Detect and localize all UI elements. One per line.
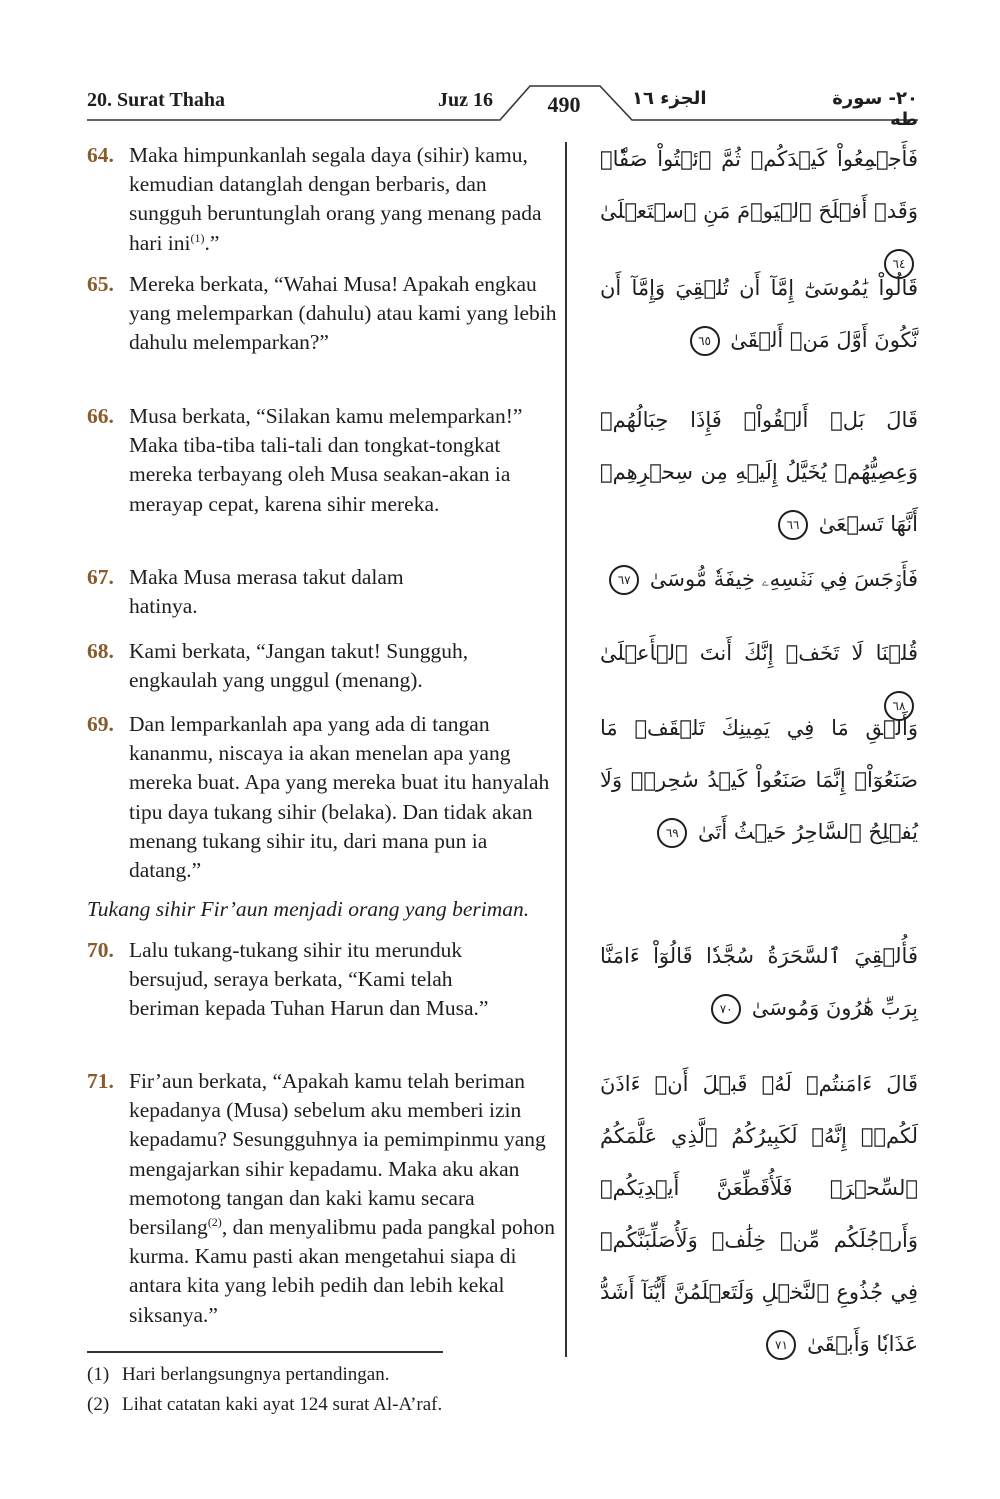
ayah-marker-icon: ٦٥	[690, 326, 720, 356]
arabic-verse-66	[600, 394, 918, 550]
verse-text: Dan lemparkanlah apa yang ada di tangan kananmu, niscaya ia akan menelan apa yang mereka buat. Apa yang mereka buat itu hanyalah tipu daya tukang sihir (belaka). Dan tidak akan menang tukang sihir itu, dari mana pun ia datang.”	[129, 712, 550, 883]
verse-text-body: Maka himpunkanlah segala daya (sihir) kamu, kemudian datanglah dengan berbaris, dan sungguh beruntunglah orang yang menang pada hari ini	[129, 143, 542, 255]
arabic-text: فَأَجۡمِعُواْ كَيۡدَكُمۡ ثُمَّ ٱئۡتُواْ صَفّٗاۚ وَقَدۡ أَفۡلَحَ ٱلۡيَوۡمَ مَنِ ٱسۡتَعۡلَىٰ	[600, 147, 918, 223]
verse-number: 66.	[87, 404, 114, 428]
footnote-number: (2)	[87, 1394, 110, 1415]
juz-label-latin: Juz 16	[438, 89, 493, 111]
ayah-marker-icon: ٦٦	[778, 510, 808, 540]
verse-translation-69	[87, 710, 559, 885]
surah-title-latin: 20. Surat Thaha	[87, 89, 226, 111]
verse-text: Lalu tukang-tukang sihir itu merunduk bersujud, seraya berkata, “Kami telah beriman kepada Tuhan Harun dan Musa.”	[129, 938, 489, 1021]
verse-number: 70.	[87, 938, 114, 962]
verse-text-end: .”	[204, 230, 220, 255]
arabic-verse-65	[600, 262, 918, 366]
verse-text: Mereka berkata, “Wahai Musa! Apakah engkau yang melemparkan (dahulu) atau kami yang lebih dahulu melemparkan?”	[129, 272, 557, 355]
verse-text: Musa berkata, “Silakan kamu melemparkan!” Maka tiba-tiba tali-tali dan tongkat-tongkat mereka terbayang oleh Musa seakan-akan ia merayap cepat, karena sihir mereka.	[129, 404, 523, 516]
verse-translation-67	[87, 563, 559, 621]
verse-number: 67.	[87, 565, 114, 589]
verse-translation-65	[87, 270, 559, 358]
ayah-marker-icon: ٦٤	[884, 249, 914, 279]
arabic-text: قَالَ ءَامَنتُمۡ لَهُۥ قَبۡلَ أَنۡ ءَاذَنَ لَكُمۡۖ إِنَّهُۥ لَكَبِيرُكُمُ ٱلَّذِي عَلَّمَكُمُ ٱلسِّحۡرَۖ فَلَأُقَطِّعَنَّ أَيۡدِيَكُمۡ وَأَرۡجُلَكُم مِّنۡ خِلَٰفٖ وَلَأُصَلِّبَنَّكُمۡ فِي جُذُوعِ ٱلنَّخۡلِ وَلَتَعۡلَمُنَّ أَيُّنَآ أَشَدُّ عَذَابٗا وَأَبۡقَىٰ	[600, 1072, 918, 1356]
verse-text: Maka Musa merasa takut dalam hatinya.	[129, 565, 404, 619]
footnote-number: (1)	[87, 1364, 110, 1385]
ayah-marker-icon: ٦٩	[657, 818, 687, 848]
footnote-2	[87, 1394, 442, 1416]
verse-text	[129, 141, 559, 258]
verse-translation-68	[87, 637, 559, 695]
footnote-1	[87, 1364, 390, 1386]
verse-number: 69.	[87, 712, 114, 736]
verse-number: 71.	[87, 1069, 114, 1093]
verse-translation-64	[87, 141, 559, 258]
ayah-marker-icon: ٧٠	[711, 994, 741, 1024]
arabic-text: قَالَ بَلۡ أَلۡقُواْۖ فَإِذَا حِبَالُهُمۡ وَعِصِيُّهُمۡ يُخَيَّلُ إِلَيۡهِ مِن سِحۡرِهِمۡ أَنَّهَا تَسۡعَىٰ	[600, 408, 918, 536]
ayah-marker-icon: ٦٧	[609, 565, 639, 595]
verse-number: 65.	[87, 272, 114, 296]
verse-text: Kami berkata, “Jangan takut! Sungguh, engkaulah yang unggul (menang).	[129, 639, 469, 693]
verse-text-end: , dan menyalibmu pada pangkal pohon kurma. Kamu pasti akan mengetahui siapa di antara kita yang lebih pedih dan lebih kekal siksanya.”	[129, 1215, 555, 1327]
juz-label-arabic: الجزء ١٦	[632, 88, 707, 109]
arabic-text: قُلۡنَا لَا تَخَفۡ إِنَّكَ أَنتَ ٱلۡأَعۡلَىٰ	[600, 641, 918, 665]
arabic-verse-71	[600, 1058, 918, 1370]
verse-text	[129, 1067, 559, 1330]
verse-translation-71	[87, 1067, 559, 1330]
page-header	[0, 0, 1000, 130]
verse-translation-66	[87, 402, 559, 519]
verse-number: 68.	[87, 639, 114, 663]
footnote-divider	[87, 1351, 443, 1353]
arabic-text: وَأَلۡقِ مَا فِي يَمِينِكَ تَلۡقَفۡ مَا صَنَعُوٓاْۖ إِنَّمَا صَنَعُواْ كَيۡدُ سَٰحِرٖۖ وَلَا يُفۡلِحُ ٱلسَّاحِرُ حَيۡثُ أَتَىٰ	[600, 716, 918, 844]
footnote-text: Lihat catatan kaki ayat 124 surat Al-A’raf.	[122, 1394, 443, 1415]
verse-text-body: Fir’aun berkata, “Apakah kamu telah beriman kepadanya (Musa) sebelum aku memberi izin kepadamu? Sesungguhnya ia pemimpinmu yang mengajarkan sihir kepadamu. Maka aku akan memotong tangan dan kaki kamu secara bersilang	[129, 1069, 546, 1240]
arabic-verse-70	[600, 930, 918, 1034]
page-number: 490	[547, 92, 581, 117]
section-heading: Tukang sihir Fir’aun menjadi orang yang beriman.	[87, 897, 530, 921]
surah-title-arabic: ٢٠- سورة طه	[832, 88, 918, 130]
column-divider	[565, 142, 567, 1357]
ayah-marker-icon: ٦٨	[884, 691, 914, 721]
footnote-ref: (1)	[190, 230, 205, 245]
footnote-text: Hari berlangsungnya pertandingan.	[122, 1364, 390, 1385]
arabic-text: قَالُواْ يَٰمُوسَىٰٓ إِمَّآ أَن تُلۡقِيَ وَإِمَّآ أَن نَّكُونَ أَوَّلَ مَنۡ أَلۡقَىٰ	[600, 276, 918, 352]
arabic-text: فَأَوۡجَسَ فِي نَفۡسِهِۦ خِيفَةٗ مُّوسَىٰ	[649, 567, 918, 591]
arabic-verse-69	[600, 702, 918, 858]
footnote-ref: (2)	[207, 1214, 222, 1229]
ayah-marker-icon: ٧١	[766, 1330, 796, 1360]
verse-number: 64.	[87, 143, 114, 167]
verse-translation-70	[87, 936, 559, 1024]
arabic-text: فَأُلۡقِيَ ٱلسَّحَرَةُ سُجَّدٗا قَالُوٓاْ ءَامَنَّا بِرَبِّ هَٰرُونَ وَمُوسَىٰ	[600, 944, 918, 1020]
arabic-verse-67	[600, 553, 918, 605]
